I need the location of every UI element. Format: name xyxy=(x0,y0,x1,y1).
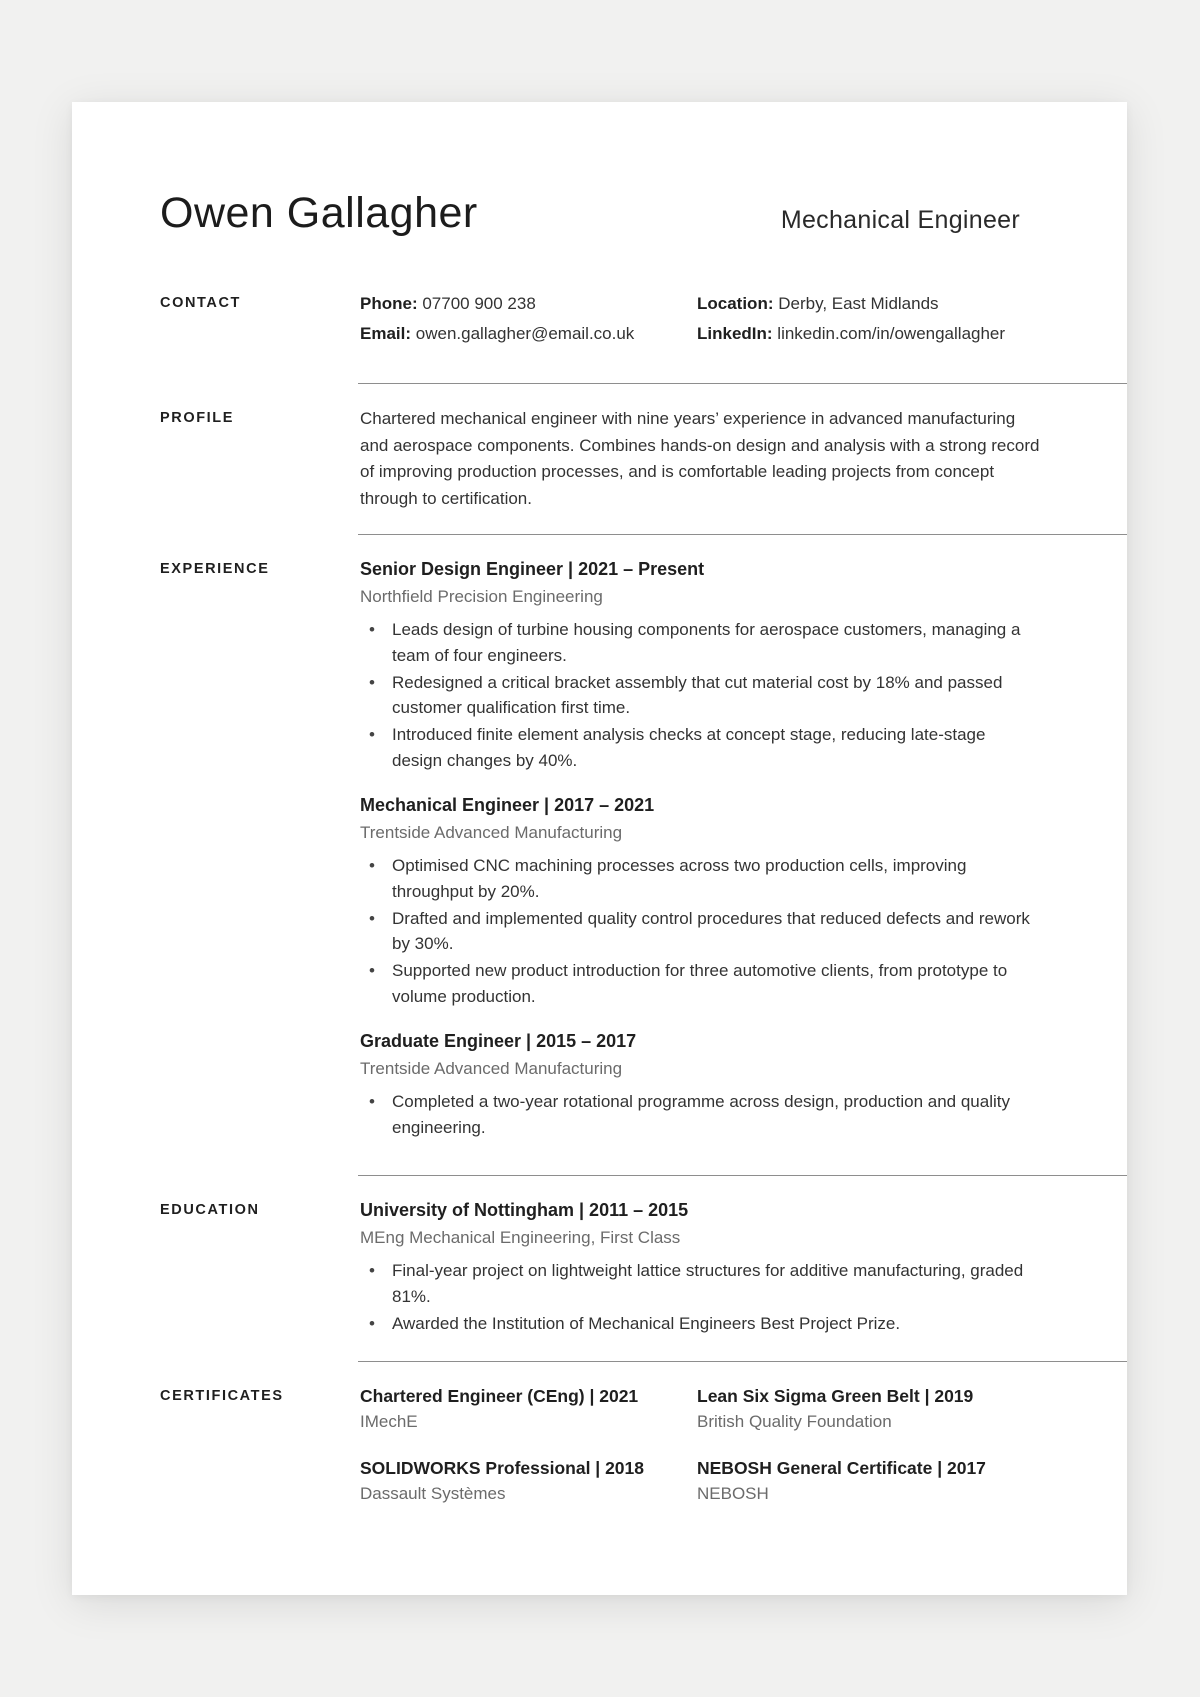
bullet-icon: • xyxy=(369,1092,375,1111)
list-item: • Completed a two-year rotational programme across design, production and quality engineering. xyxy=(360,1089,1040,1140)
contact-email xyxy=(360,323,697,345)
education-body xyxy=(360,1198,1040,1338)
resume-page xyxy=(72,102,1127,1595)
list-item: • Optimised CNC machining processes across two production cells, improving throughput by 20%. xyxy=(360,853,1040,904)
certificate-item xyxy=(697,1384,1037,1434)
list-item: • Drafted and implemented quality control procedures that reduced defects and rework by 30%. xyxy=(360,906,1040,957)
bullet-icon: • xyxy=(369,961,375,980)
contact-phone xyxy=(360,293,697,315)
certificate-issuer: Dassault Systèmes xyxy=(360,1484,506,1503)
education-degree: MEng Mechanical Engineering, First Class xyxy=(360,1228,681,1247)
profile-body xyxy=(360,406,1040,512)
certificates-body xyxy=(360,1384,1040,1506)
list-item: • Redesigned a critical bracket assembly that cut material cost by 18% and passed customer qualification first time. xyxy=(360,670,1040,721)
contact-location xyxy=(697,293,1037,315)
certificate-issuer: IMechE xyxy=(360,1412,418,1431)
certificate-title: Chartered Engineer (CEng) | 2021 xyxy=(360,1386,639,1406)
experience-body xyxy=(360,557,1040,1142)
list-item: • Supported new product introduction for three automotive clients, from prototype to volume production. xyxy=(360,958,1040,1009)
section-label-profile: PROFILE xyxy=(160,410,235,426)
candidate-name: Owen Gallagher xyxy=(160,189,478,237)
job-entry xyxy=(360,557,1040,773)
resume-header xyxy=(160,188,1109,248)
certificate-item xyxy=(360,1456,697,1506)
certificate-issuer: British Quality Foundation xyxy=(697,1412,892,1431)
bullet-icon: • xyxy=(369,856,375,875)
list-item: • Introduced finite element analysis checks at concept stage, reducing late-stage design changes by 40%. xyxy=(360,722,1040,773)
divider xyxy=(358,534,1127,535)
bullet-icon: • xyxy=(369,1313,375,1333)
certificate-item xyxy=(697,1456,1037,1506)
job-company: Trentside Advanced Manufacturing xyxy=(360,823,623,842)
bullet-icon: • xyxy=(369,725,375,744)
certificate-item xyxy=(360,1384,697,1434)
bullet-icon: • xyxy=(369,908,375,928)
linkedin-value[interactable]: linkedin.com/in/owengallagher xyxy=(777,324,1006,343)
bullet-icon: • xyxy=(369,620,375,639)
divider xyxy=(358,1361,1127,1362)
job-bullets xyxy=(360,853,1040,1009)
location-label: Location: xyxy=(697,294,774,313)
divider xyxy=(358,383,1127,384)
education-institution: University of Nottingham | 2011 – 2015 xyxy=(360,1200,689,1220)
job-bullets xyxy=(360,1089,1040,1140)
section-label-experience: EXPERIENCE xyxy=(160,561,270,577)
job-entry xyxy=(360,1029,1040,1140)
bullet-icon: • xyxy=(369,672,375,692)
linkedin-label: LinkedIn: xyxy=(697,324,773,343)
location-value: Derby, East Midlands xyxy=(778,294,939,313)
certificate-title: SOLIDWORKS Professional | 2018 xyxy=(360,1458,644,1478)
divider xyxy=(358,1175,1127,1176)
job-company: Northfield Precision Engineering xyxy=(360,587,603,606)
certificate-issuer: NEBOSH xyxy=(697,1484,769,1503)
section-label-education: EDUCATION xyxy=(160,1202,260,1218)
bullet-icon: • xyxy=(369,1261,375,1280)
phone-value: 07700 900 238 xyxy=(422,294,536,313)
email-value[interactable]: owen.gallagher@email.co.uk xyxy=(415,324,635,343)
certificate-title: Lean Six Sigma Green Belt | 2019 xyxy=(697,1386,974,1406)
profile-summary: Chartered mechanical engineer with nine years’ experience in advanced manufacturing and aerospace components. Combines hands-on design and analysis with a strong record of improving production processes, and is comfortable leading projects from concept through to certification. xyxy=(360,409,1040,508)
section-label-certificates: CERTIFICATES xyxy=(160,1388,284,1404)
job-bullets xyxy=(360,617,1040,773)
job-company: Trentside Advanced Manufacturing xyxy=(360,1059,623,1078)
certificate-title: NEBOSH General Certificate | 2017 xyxy=(697,1458,986,1478)
contact-details xyxy=(360,293,1040,345)
job-role: Mechanical Engineer xyxy=(780,206,1020,234)
job-title: Graduate Engineer | 2015 – 2017 xyxy=(360,1031,637,1051)
email-label: Email: xyxy=(360,324,412,343)
job-title: Senior Design Engineer | 2021 – Present xyxy=(360,559,705,579)
contact-linkedin xyxy=(697,323,1037,345)
education-bullets xyxy=(360,1258,1040,1336)
section-label-contact: CONTACT xyxy=(160,295,242,311)
phone-label: Phone: xyxy=(360,294,418,313)
job-entry xyxy=(360,793,1040,1009)
list-item: • Final-year project on lightweight lattice structures for additive manufacturing, graded 81%. xyxy=(360,1258,1040,1309)
job-title: Mechanical Engineer | 2017 – 2021 xyxy=(360,795,655,815)
list-item: • Awarded the Institution of Mechanical Engineers Best Project Prize. xyxy=(360,1311,1040,1337)
list-item: • Leads design of turbine housing components for aerospace customers, managing a team of four engineers. xyxy=(360,617,1040,668)
